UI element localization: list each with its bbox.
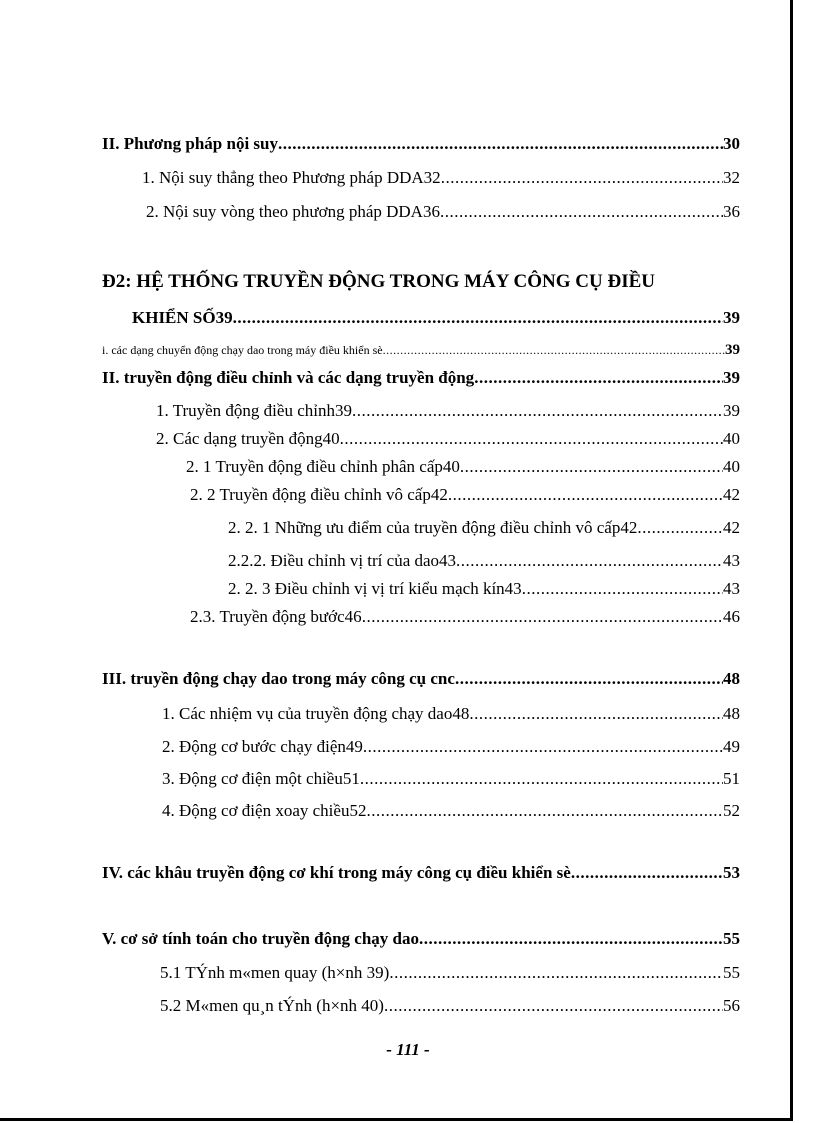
- toc-page: 40: [723, 429, 740, 448]
- toc-entry-iv-khau-truyen-dong[interactable]: [102, 862, 740, 884]
- toc-entry-2-2-3-mach-kin[interactable]: [228, 578, 740, 600]
- toc-label: V. cơ sở tính toán cho truyền động chạy dao: [102, 929, 420, 948]
- toc-entry-v-co-so-tinh-toan[interactable]: [102, 928, 740, 950]
- toc-label: 5.1 TÝnh m«men quay (h×nh 39): [160, 963, 390, 982]
- toc-label: 2.2.2. Điều chỉnh vị trí của dao43: [228, 551, 457, 570]
- dot-leader: [469, 703, 723, 725]
- toc-label: 2. 2 Truyền động điều chỉnh vô cấp42: [190, 485, 448, 504]
- toc-label: II. truyền động điều chỉnh và các dạng truyền động: [102, 368, 475, 387]
- toc-label: 2. Các dạng truyền động40: [156, 429, 340, 448]
- toc-label: 3. Động cơ điện một chiều51: [162, 769, 360, 788]
- dot-leader: [360, 768, 723, 790]
- toc-page: 39: [723, 308, 740, 327]
- toc-page: 36: [723, 202, 740, 221]
- toc-entry-ii-truyen-dong[interactable]: [102, 367, 740, 389]
- toc-page: 39: [723, 401, 740, 420]
- toc-entry-1-truyen-dong-dieu-chinh[interactable]: [156, 400, 740, 422]
- toc-entry-2-3-buoc[interactable]: [190, 606, 740, 628]
- toc-label: II. Phương pháp nội suy: [102, 134, 279, 153]
- toc-entry-2-2-2-vi-tri[interactable]: [228, 550, 740, 572]
- dot-leader: [440, 201, 723, 223]
- toc-page: 48: [723, 669, 740, 688]
- toc-page: 52: [723, 801, 740, 820]
- toc-page: 39: [723, 368, 740, 387]
- dot-leader: [366, 800, 723, 822]
- toc-entry-4-dong-co-xoay-chieu[interactable]: [162, 800, 740, 822]
- toc-entry-2-dong-co-buoc[interactable]: [162, 736, 740, 758]
- toc-label: 2. 2. 1 Những ưu điểm của truyền động điều chỉnh vô cấp42: [228, 518, 638, 537]
- dot-leader: [363, 736, 723, 758]
- dot-leader: [456, 550, 723, 572]
- toc-label: III. truyền động chạy dao trong máy công cụ cnc: [102, 669, 455, 688]
- dot-leader: [278, 133, 723, 155]
- toc-entry-5-2-momen-quan-tinh[interactable]: [160, 995, 740, 1017]
- dot-leader: [389, 962, 723, 984]
- toc-page: 49: [723, 737, 740, 756]
- toc-page: 46: [723, 607, 740, 626]
- toc-label: 2. 1 Truyền động điều chỉnh phân cấp40: [186, 457, 460, 476]
- toc-entry-d2-khien-so[interactable]: [132, 307, 740, 329]
- toc-label: IV. các khâu truyền động cơ khí trong máy công cụ điều khiển sè: [102, 863, 571, 882]
- toc-page: 30: [723, 134, 740, 153]
- dot-leader: [460, 456, 723, 478]
- toc-page: 42: [723, 518, 740, 537]
- toc-label: 2. Động cơ bước chạy điện49: [162, 737, 363, 756]
- dot-leader: [383, 342, 725, 358]
- toc-entry-5-1-momen-quay[interactable]: [160, 962, 740, 984]
- toc-page: 43: [723, 579, 740, 598]
- toc-entry-2-noi-suy-vong[interactable]: [146, 201, 740, 223]
- toc-page: 48: [723, 704, 740, 723]
- dot-leader: [448, 484, 723, 506]
- dot-leader: [522, 578, 723, 600]
- toc-label: 2. Nội suy vòng theo phương pháp DDA36: [146, 202, 440, 221]
- dot-leader: [233, 307, 723, 329]
- toc-page: 40: [723, 457, 740, 476]
- dot-leader: [455, 668, 723, 690]
- dot-leader: [362, 606, 723, 628]
- toc-label: 2. 2. 3 Điều chỉnh vị vị trí kiểu mạch kín43: [228, 579, 522, 598]
- toc-page: 42: [723, 485, 740, 504]
- toc-label: KHIỂN SỐ39: [132, 308, 233, 327]
- page-number-footer: - 111 -: [386, 1040, 430, 1059]
- dot-leader: [384, 995, 723, 1017]
- toc-page: 32: [723, 168, 740, 187]
- toc-page: 39: [725, 342, 740, 358]
- toc-page: 55: [723, 963, 740, 982]
- toc-page: 51: [723, 769, 740, 788]
- toc-entry-3-dong-co-mot-chieu[interactable]: [162, 768, 740, 790]
- toc-entry-ii-noi-suy[interactable]: [102, 133, 740, 155]
- toc-entry-2-2-vo-cap[interactable]: [190, 484, 740, 506]
- dot-leader: [441, 167, 723, 189]
- section-d2-heading: Đ2: HỆ THỐNG TRUYỀN ĐỘNG TRONG MÁY CÔNG CỤ ĐIỀU: [102, 271, 655, 292]
- toc-label: 1. Truyền động điều chỉnh39: [156, 401, 352, 420]
- toc-entry-1-nhiem-vu[interactable]: [162, 703, 740, 725]
- toc-entry-1-noi-suy-thang[interactable]: [142, 167, 740, 189]
- toc-label: 1. Nội suy thẳng theo Phương pháp DDA32: [142, 168, 441, 187]
- dot-leader: [571, 862, 723, 884]
- toc-label: 4. Động cơ điện xoay chiều52: [162, 801, 367, 820]
- toc-label: 1. Các nhiệm vụ của truyền động chạy dao48: [162, 704, 470, 723]
- toc-entry-i-cac-dang[interactable]: [102, 342, 740, 358]
- toc-page: 53: [723, 863, 740, 882]
- toc-label: i. các dạng chuyển động chạy dao trong máy điều khiển sè: [102, 343, 383, 357]
- toc-page: 43: [723, 551, 740, 570]
- toc-page: 56: [723, 996, 740, 1015]
- toc-page: 55: [723, 929, 740, 948]
- dot-leader: [352, 400, 723, 422]
- dot-leader: [340, 428, 723, 450]
- dot-leader: [419, 928, 723, 950]
- dot-leader: [474, 367, 723, 389]
- toc-entry-iii-chay-dao[interactable]: [102, 668, 740, 690]
- toc-label: 2.3. Truyền động bước46: [190, 607, 362, 626]
- toc-entry-2-cac-dang[interactable]: [156, 428, 740, 450]
- toc-entry-2-2-1-uu-diem[interactable]: [228, 517, 740, 539]
- toc-label: 5.2 M«men qu¸n tÝnh (h×nh 40): [160, 996, 384, 1015]
- toc-entry-2-1-phan-cap[interactable]: [186, 456, 740, 478]
- dot-leader: [637, 517, 723, 539]
